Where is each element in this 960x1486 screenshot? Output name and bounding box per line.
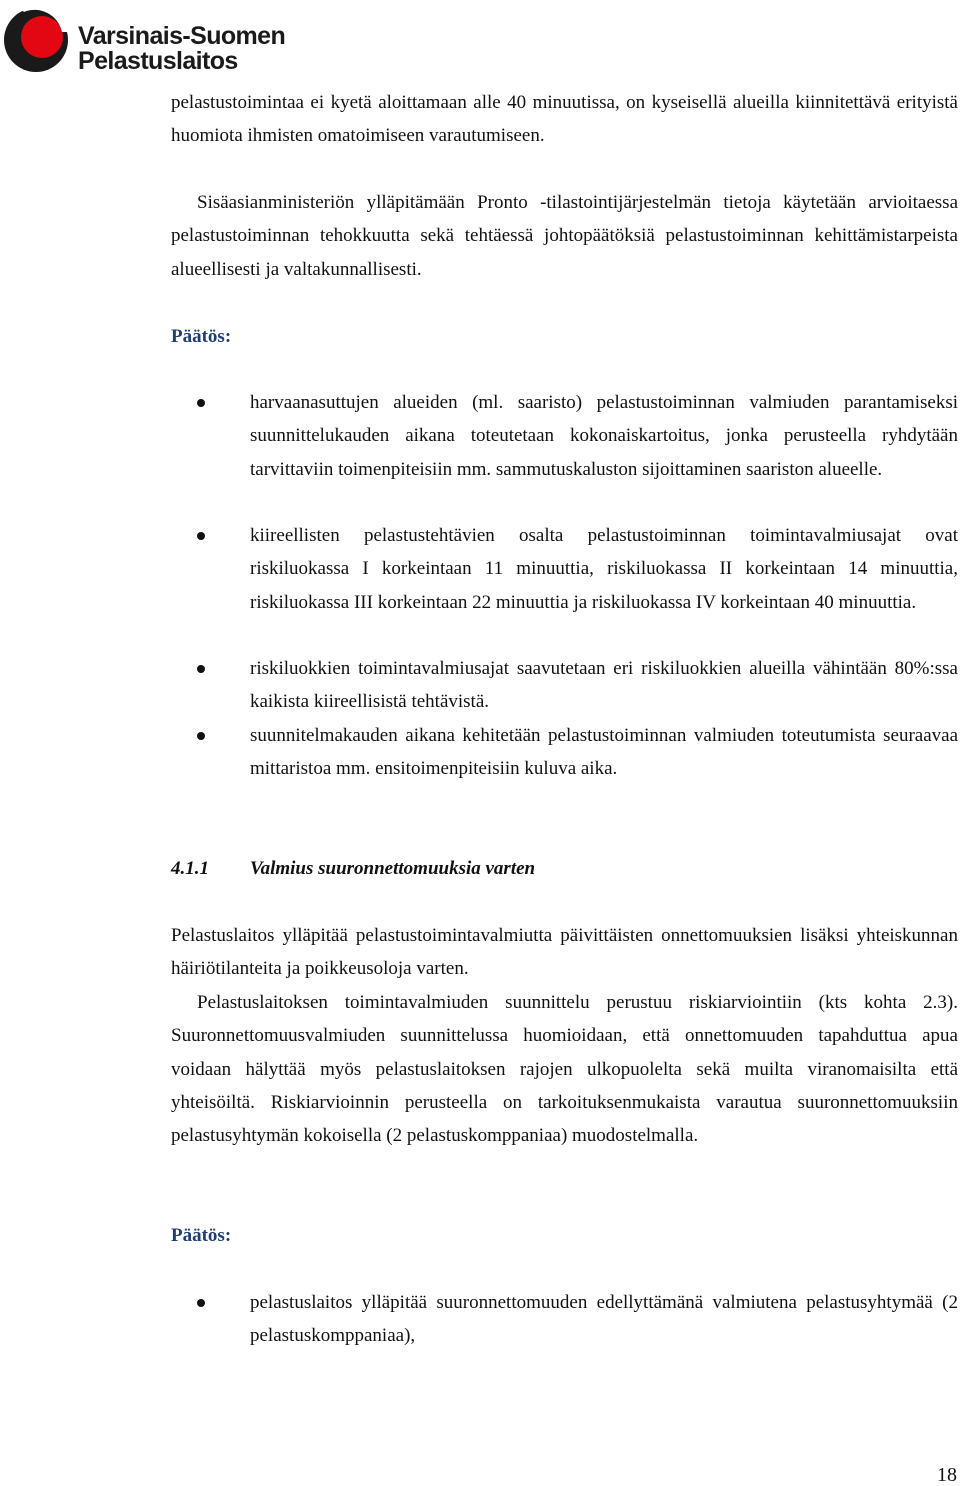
decision-bullet: suunnitelmakauden aikana kehitetään pelastustoiminnan valmiuden toteutumista seuraavaa mittaristoa mm. ensitoimenpiteisiin kuluva aika. <box>250 725 958 780</box>
body-paragraph: Pelastuslaitos ylläpitää pelastustoimintavalmiutta päivittäisten onnettomuuksien lisäksi yhteiskunnan häiriötilanteita ja poikkeusoloja varten. <box>171 925 958 980</box>
logo-line-2: Pelastuslaitos <box>78 47 238 75</box>
logo-wordmark <box>78 24 285 74</box>
logo-line-1: Varsinais-Suomen <box>78 22 286 50</box>
decision-bullet: kiireellisten pelastustehtävien osalta pelastustoiminnan toimintavalmiusajat ovat riskiluokassa I korkeintaan 11 minuuttia, riskiluokassa II korkeintaan 14 minuuttia, riskiluokassa III korkeintaan 22 minuuttia ja riskiluokassa IV korkeintaan 40 minuuttia. <box>250 525 958 613</box>
decision-bullet: pelastuslaitos ylläpitää suuronnettomuuden edellyttämänä valmiutena pelastusyhtymää (2 pelastuskomppaniaa), <box>250 1292 958 1347</box>
body-paragraph: Pelastuslaitoksen toimintavalmiuden suunnittelu perustuu riskiarviointiin (kts kohta 2.3). Suuronnettomuusvalmiuden suunnittelussa huomioidaan, että onnettomuuden tapahduttua apua voidaan hälyttää myös pelastuslaitoksen rajojen ulkopuolelta sekä muilta viranomaisilta että yhteisöiltä. Riskiarvioinnin perusteella on tarkoituksenmukaista varautua suuronnettomuuksiin pelastusyhtymän kokoisella (2 pelastuskomppaniaa) muodostelmalla. <box>171 992 958 1147</box>
bullet-dot-icon <box>197 665 205 673</box>
bullet-dot-icon <box>197 1299 205 1307</box>
section-heading <box>171 857 535 881</box>
section-title: Valmius suuronnettomuuksia varten <box>250 858 536 879</box>
body-paragraph: pelastustoimintaa ei kyetä aloittamaan alle 40 minuutissa, on kyseisellä alueilla kiinnitettävä erityistä huomiota ihmisten omatoimiseen varautumiseen. <box>171 92 958 147</box>
decision-bullet: riskiluokkien toimintavalmiusajat saavutetaan eri riskiluokkien alueilla vähintään 80%:ssa kaikista kiireellisistä tehtävistä. <box>250 658 958 713</box>
decision-bullet: harvaanasuttujen alueiden (ml. saaristo) pelastustoiminnan valmiuden parantamiseksi suunnittelukauden aikana toteutetaan kokonaiskartoitus, jonka perusteella ryhdytään tarvittaviin toimenpiteisiin mm. sammutuskaluston sijoittaminen saariston alueelle. <box>250 392 958 480</box>
bullet-dot-icon <box>197 399 205 407</box>
organization-logo <box>4 2 284 76</box>
decision-heading: Päätös: <box>171 326 232 347</box>
section-number: 4.1.1 <box>171 858 209 879</box>
decision-heading: Päätös: <box>171 1225 232 1246</box>
bullet-dot-icon <box>197 532 205 540</box>
red-circle-emblem-icon <box>4 2 68 74</box>
bullet-dot-icon <box>197 732 205 740</box>
body-paragraph: Sisäasianministeriön ylläpitämään Pronto -tilastointijärjestelmän tietoja käytetään arvioitaessa pelastustoiminnan tehokkuutta sekä tehtäessä johtopäätöksiä pelastustoiminnan kehittämistarpeista alueellisesti ja valtakunnallisesti. <box>171 192 958 280</box>
page-number: 18 <box>937 1464 957 1486</box>
